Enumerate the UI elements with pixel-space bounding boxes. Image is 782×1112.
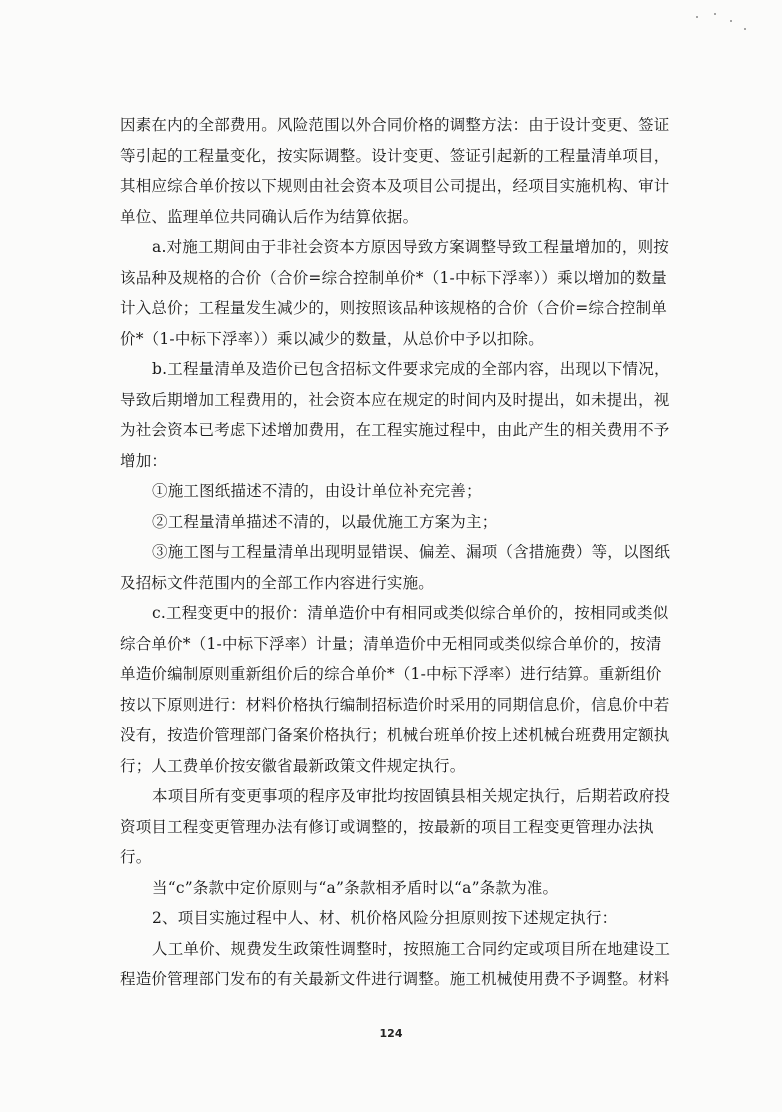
text-line: 本项目所有变更事项的程序及审批均按固镇县相关规定执行，后期若政府投 <box>152 787 671 805</box>
text-line: 综合单价*（1-中标下浮率）计量；清单造价中无相同或类似综合单价的，按清 <box>120 634 662 653</box>
text-line: 增加： <box>120 451 168 470</box>
text-line: c.工程变更中的报价：清单造价中有相同或类似综合单价的，按相同或类似 <box>152 604 669 622</box>
text-line: 没有，按造价管理部门备案价格执行；机械台班单价按上述机械台班费用定额执 <box>120 726 670 744</box>
scan-speck <box>744 28 746 30</box>
text-line: 及招标文件范围内的全部工作内容进行实施。 <box>120 573 435 592</box>
scan-artifact <box>692 10 752 40</box>
text-line: 因素在内的全部费用。风险范围以外合同价格的调整方法：由于设计变更、签证 <box>120 116 670 134</box>
text-line: 资项目工程变更管理办法有修订或调整的，按最新的项目工程变更管理办法执 <box>120 817 654 836</box>
text-line: 价*（1-中标下浮率））乘以减少的数量，从总价中予以扣除。 <box>120 329 544 348</box>
text-line: 当“c”条款中定价原则与“a”条款相矛盾时以“a”条款为准。 <box>152 878 559 897</box>
scan-speck <box>714 13 716 15</box>
text-line: 计入总价；工程量发生减少的，则按照该品种该规格的合价（合价=综合控制单 <box>120 299 667 317</box>
text-line: a.对施工期间由于非社会资本方原因导致方案调整导致工程量增加的，则按 <box>152 238 669 256</box>
text-line: 人工单价、规费发生政策性调整时，按照施工合同约定或项目所在地建设工 <box>152 939 671 958</box>
text-line: 2、项目实施过程中人、材、机价格风险分担原则按下述规定执行： <box>152 909 618 927</box>
body-text <box>120 110 671 995</box>
page-number: 124 <box>379 1027 403 1040</box>
text-line: 等引起的工程量变化，按实际调整。设计变更、签证引起新的工程量清单项目， <box>120 146 670 165</box>
text-line: ③施工图与工程量清单出现明显错误、偏差、漏项（含措施费）等，以图纸 <box>152 543 671 561</box>
text-line: 导致后期增加工程费用的，社会资本应在规定的时间内及时提出，如未提出，视 <box>120 390 670 409</box>
text-line: 为社会资本已考虑下述增加费用，在工程实施过程中，由此产生的相关费用不予 <box>120 421 670 439</box>
text-line: 行；人工费单价按安徽省最新政策文件规定执行。 <box>120 756 466 775</box>
text-line: ①施工图纸描述不清的，由设计单位补充完善； <box>152 482 482 500</box>
scan-speck <box>730 20 732 22</box>
text-line: ②工程量清单描述不清的，以最优施工方案为主； <box>152 512 498 531</box>
text-line: 按以下原则进行：材料价格执行编制招标造价时采用的同期信息价，信息价中若 <box>120 695 670 714</box>
text-line: 程造价管理部门发布的有关最新文件进行调整。施工机械使用费不予调整。材料 <box>120 970 670 988</box>
text-line: 行。 <box>120 848 152 866</box>
scan-speck <box>696 16 698 18</box>
text-line: b.工程量清单及造价已包含招标文件要求完成的全部内容，出现以下情况， <box>152 360 670 378</box>
text-line: 单造价编制原则重新组价后的综合单价*（1-中标下浮率）进行结算。重新组价 <box>120 665 662 683</box>
text-line: 该品种及规格的合价（合价=综合控制单价*（1-中标下浮率））乘以增加的数量 <box>120 268 667 287</box>
text-line: 单位、监理单位共同确认后作为结算依据。 <box>120 207 419 226</box>
text-line: 其相应综合单价按以下规则由社会资本及项目公司提出，经项目实施机构、审计 <box>120 177 670 195</box>
